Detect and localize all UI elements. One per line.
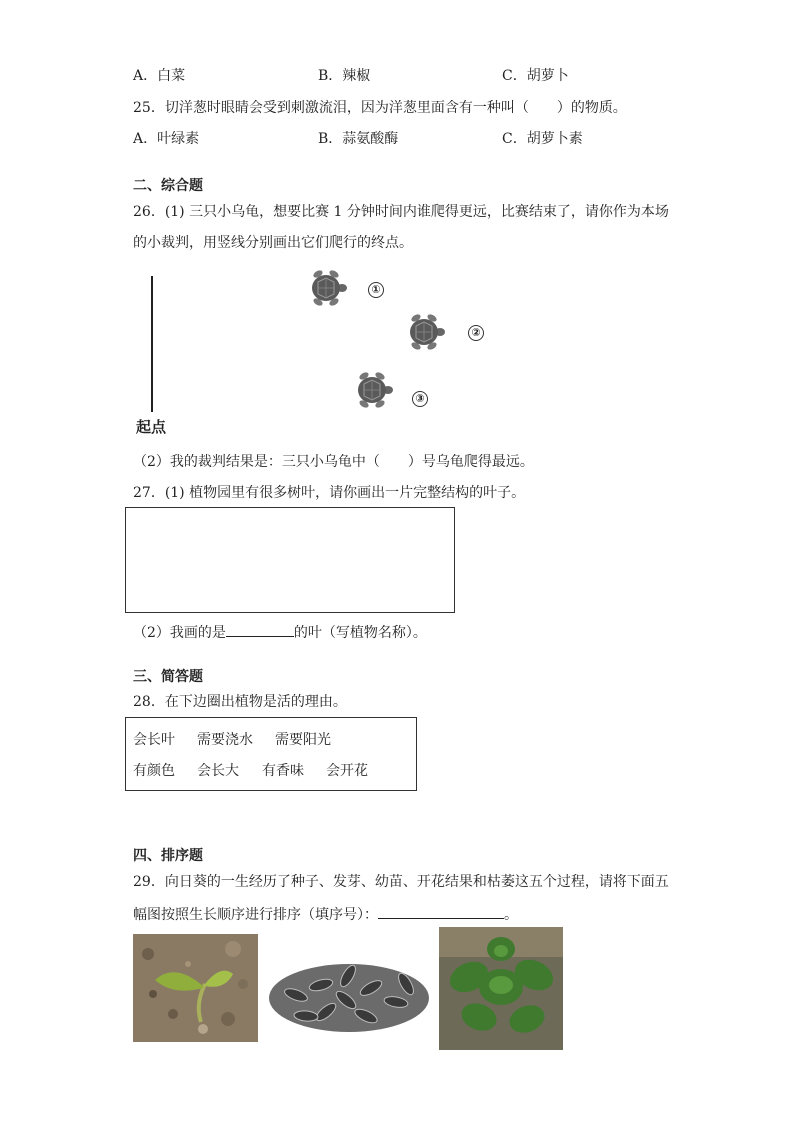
q27-part2-post: 的叶（写植物名称）。 xyxy=(293,625,427,641)
sprout-photo xyxy=(133,934,258,1042)
start-line xyxy=(151,276,153,412)
turtle-label-2: ② xyxy=(468,325,484,341)
q24-option-c: C．胡萝卜 xyxy=(502,68,569,84)
reason-item[interactable]: 需要阳光 xyxy=(275,732,331,748)
reason-item[interactable]: 会开花 xyxy=(326,763,368,779)
q29-line2-pre: 幅图按照生长顺序进行排序（填序号）： xyxy=(133,907,378,923)
leaf-drawing-box[interactable] xyxy=(125,507,455,613)
q25-option-b: B．蒜氨酸酶 xyxy=(318,131,399,147)
reason-item[interactable]: 会长叶 xyxy=(133,732,175,748)
reason-item[interactable]: 需要浇水 xyxy=(197,732,253,748)
reason-item[interactable]: 有颜色 xyxy=(133,763,175,779)
start-label: 起点 xyxy=(136,418,167,436)
section-title-2: 二、综合题 xyxy=(133,178,203,194)
q24-option-b: B．辣椒 xyxy=(318,68,371,84)
turtle-icon-1 xyxy=(300,262,360,314)
q25-option-a: A．叶绿素 xyxy=(133,131,200,147)
reason-item[interactable]: 会长大 xyxy=(197,763,239,779)
q29-line2-post: 。 xyxy=(504,907,518,923)
turtle-label-1: ① xyxy=(368,282,384,298)
q29-stem-line2 xyxy=(133,904,518,924)
q29-stem-line1: 29．向日葵的一生经历了种子、发芽、幼苗、开花结果和枯萎这五个过程，请将下面五 xyxy=(133,874,669,890)
section-title-3: 三、简答题 xyxy=(133,669,203,685)
q25-option-c: C．胡萝卜素 xyxy=(502,131,583,147)
q25-stem: 25．切洋葱时眼睛会受到刺激流泪，因为洋葱里面含有一种叫（ ）的物质。 xyxy=(133,100,627,116)
seeds-photo xyxy=(266,950,433,1036)
seedling-photo xyxy=(439,927,563,1050)
q26-stem-line2: 的小裁判，用竖线分别画出它们爬行的终点。 xyxy=(133,235,413,251)
q27-part2 xyxy=(133,622,427,642)
q26-stem-line1: 26．(1) 三只小乌龟，想要比赛 1 分钟时间内谁爬得更远，比赛结束了，请你作为本场 xyxy=(133,204,669,220)
q26-part2: （2）我的裁判结果是：三只小乌龟中（ ）号乌龟爬得最远。 xyxy=(133,454,534,470)
q27-part1: 27．(1) 植物园里有很多树叶，请你画出一片完整结构的叶子。 xyxy=(133,485,526,501)
turtle-icon-2 xyxy=(398,306,458,358)
turtle-icon-3 xyxy=(346,364,406,416)
reason-item[interactable]: 有香味 xyxy=(262,763,304,779)
q28-stem: 28．在下边圈出植物是活的理由。 xyxy=(133,694,347,710)
q27-part2-pre: （2）我画的是 xyxy=(133,625,226,641)
plant-name-blank[interactable] xyxy=(226,622,294,637)
turtle-label-3: ③ xyxy=(412,391,428,407)
q24-option-a: A．白菜 xyxy=(133,68,186,84)
section-title-4: 四、排序题 xyxy=(133,848,203,864)
order-answer-blank[interactable] xyxy=(378,904,504,919)
